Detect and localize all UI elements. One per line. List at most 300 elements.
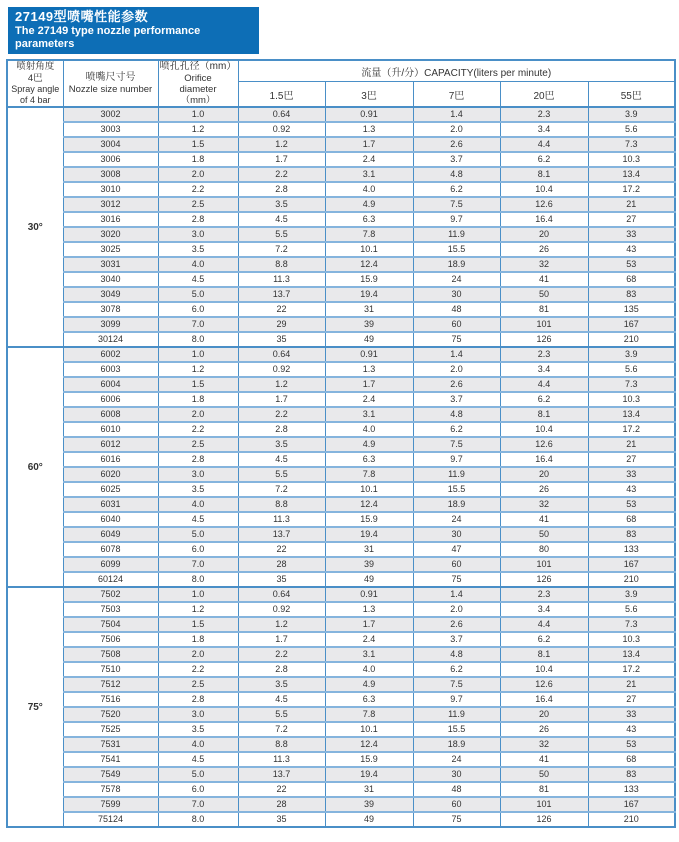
orifice-cell: 1.0 xyxy=(158,347,238,362)
capacity-cell-55bar: 5.6 xyxy=(588,602,675,617)
capacity-cell-55bar: 3.9 xyxy=(588,347,675,362)
capacity-cell-7bar: 15.5 xyxy=(413,242,500,257)
capacity-cell-1-5bar: 13.7 xyxy=(238,527,325,542)
capacity-cell-20bar: 41 xyxy=(500,752,588,767)
table-row xyxy=(7,542,675,557)
header-nozzle-size xyxy=(63,60,158,107)
capacity-cell-7bar: 48 xyxy=(413,302,500,317)
capacity-cell-20bar: 3.4 xyxy=(500,122,588,137)
capacity-cell-3bar: 1.7 xyxy=(325,377,413,392)
nozzle-size-cell: 6049 xyxy=(63,527,158,542)
capacity-cell-55bar: 17.2 xyxy=(588,182,675,197)
capacity-cell-7bar: 7.5 xyxy=(413,677,500,692)
nozzle-size-cell: 3002 xyxy=(63,107,158,122)
capacity-cell-7bar: 4.8 xyxy=(413,407,500,422)
capacity-cell-3bar: 0.91 xyxy=(325,107,413,122)
capacity-cell-55bar: 13.4 xyxy=(588,407,675,422)
capacity-cell-1-5bar: 2.8 xyxy=(238,422,325,437)
capacity-cell-3bar: 31 xyxy=(325,302,413,317)
nozzle-size-cell: 3003 xyxy=(63,122,158,137)
capacity-cell-20bar: 12.6 xyxy=(500,197,588,212)
capacity-cell-1-5bar: 7.2 xyxy=(238,242,325,257)
capacity-cell-20bar: 20 xyxy=(500,227,588,242)
nozzle-size-cell: 6010 xyxy=(63,422,158,437)
spray-angle-cell: 60° xyxy=(7,347,63,587)
capacity-cell-1-5bar: 7.2 xyxy=(238,722,325,737)
nozzle-size-cell: 3008 xyxy=(63,167,158,182)
orifice-cell: 5.0 xyxy=(158,287,238,302)
header-spray-angle-en-2: of 4 bar xyxy=(19,95,51,106)
capacity-cell-20bar: 2.3 xyxy=(500,587,588,602)
capacity-cell-20bar: 50 xyxy=(500,287,588,302)
table-row xyxy=(7,512,675,527)
capacity-cell-20bar: 8.1 xyxy=(500,647,588,662)
capacity-cell-1-5bar: 4.5 xyxy=(238,212,325,227)
nozzle-size-cell: 3012 xyxy=(63,197,158,212)
capacity-cell-3bar: 10.1 xyxy=(325,722,413,737)
capacity-cell-55bar: 33 xyxy=(588,227,675,242)
capacity-cell-3bar: 0.91 xyxy=(325,347,413,362)
capacity-cell-55bar: 3.9 xyxy=(588,107,675,122)
capacity-cell-1-5bar: 22 xyxy=(238,542,325,557)
orifice-cell: 7.0 xyxy=(158,797,238,812)
capacity-cell-3bar: 0.91 xyxy=(325,587,413,602)
capacity-cell-55bar: 10.3 xyxy=(588,392,675,407)
orifice-cell: 3.0 xyxy=(158,707,238,722)
orifice-cell: 8.0 xyxy=(158,812,238,827)
capacity-cell-20bar: 126 xyxy=(500,572,588,587)
header-pressure-4: 55巴 xyxy=(588,82,675,108)
capacity-cell-7bar: 1.4 xyxy=(413,107,500,122)
nozzle-size-cell: 7512 xyxy=(63,677,158,692)
capacity-cell-7bar: 18.9 xyxy=(413,737,500,752)
table-row xyxy=(7,407,675,422)
nozzle-size-cell: 3078 xyxy=(63,302,158,317)
capacity-cell-20bar: 16.4 xyxy=(500,212,588,227)
capacity-cell-3bar: 3.1 xyxy=(325,647,413,662)
table-row xyxy=(7,572,675,587)
capacity-cell-20bar: 81 xyxy=(500,302,588,317)
capacity-cell-1-5bar: 1.7 xyxy=(238,152,325,167)
capacity-cell-7bar: 2.0 xyxy=(413,362,500,377)
capacity-cell-1-5bar: 2.8 xyxy=(238,182,325,197)
capacity-cell-1-5bar: 0.92 xyxy=(238,602,325,617)
orifice-cell: 1.5 xyxy=(158,617,238,632)
nozzle-size-cell: 7510 xyxy=(63,662,158,677)
header-capacity: 流量（升/分）CAPACITY(liters per minute) xyxy=(238,60,675,81)
capacity-cell-1-5bar: 0.64 xyxy=(238,347,325,362)
capacity-cell-3bar: 3.1 xyxy=(325,407,413,422)
capacity-cell-7bar: 60 xyxy=(413,317,500,332)
capacity-cell-20bar: 10.4 xyxy=(500,422,588,437)
capacity-cell-1-5bar: 8.8 xyxy=(238,497,325,512)
capacity-cell-55bar: 53 xyxy=(588,497,675,512)
nozzle-size-cell: 6002 xyxy=(63,347,158,362)
capacity-cell-20bar: 26 xyxy=(500,242,588,257)
capacity-cell-20bar: 16.4 xyxy=(500,692,588,707)
capacity-cell-3bar: 6.3 xyxy=(325,452,413,467)
nozzle-size-cell: 7578 xyxy=(63,782,158,797)
capacity-cell-1-5bar: 4.5 xyxy=(238,452,325,467)
capacity-cell-1-5bar: 22 xyxy=(238,782,325,797)
capacity-cell-1-5bar: 29 xyxy=(238,317,325,332)
nozzle-size-cell: 6031 xyxy=(63,497,158,512)
orifice-cell: 1.2 xyxy=(158,602,238,617)
capacity-cell-1-5bar: 11.3 xyxy=(238,272,325,287)
table-row xyxy=(7,392,675,407)
capacity-cell-7bar: 60 xyxy=(413,557,500,572)
capacity-cell-3bar: 10.1 xyxy=(325,242,413,257)
nozzle-size-cell: 7599 xyxy=(63,797,158,812)
table-row xyxy=(7,257,675,272)
capacity-cell-55bar: 43 xyxy=(588,242,675,257)
capacity-cell-7bar: 15.5 xyxy=(413,482,500,497)
orifice-cell: 2.0 xyxy=(158,167,238,182)
nozzle-size-cell: 7506 xyxy=(63,632,158,647)
capacity-cell-55bar: 83 xyxy=(588,527,675,542)
capacity-cell-20bar: 50 xyxy=(500,767,588,782)
capacity-cell-7bar: 11.9 xyxy=(413,707,500,722)
table-body xyxy=(7,107,675,827)
capacity-cell-55bar: 68 xyxy=(588,512,675,527)
table-row xyxy=(7,122,675,137)
capacity-cell-55bar: 7.3 xyxy=(588,617,675,632)
capacity-cell-1-5bar: 1.7 xyxy=(238,632,325,647)
table-row xyxy=(7,632,675,647)
capacity-cell-55bar: 43 xyxy=(588,722,675,737)
table-row xyxy=(7,782,675,797)
capacity-cell-7bar: 6.2 xyxy=(413,662,500,677)
capacity-cell-1-5bar: 3.5 xyxy=(238,677,325,692)
capacity-cell-3bar: 10.1 xyxy=(325,482,413,497)
capacity-cell-1-5bar: 7.2 xyxy=(238,482,325,497)
capacity-cell-7bar: 4.8 xyxy=(413,647,500,662)
header-nozzle-size-en: Nozzle size number xyxy=(68,83,153,95)
capacity-cell-1-5bar: 35 xyxy=(238,812,325,827)
capacity-cell-7bar: 6.2 xyxy=(413,182,500,197)
capacity-cell-3bar: 15.9 xyxy=(325,752,413,767)
header-pressure-1: 3巴 xyxy=(325,82,413,108)
capacity-cell-1-5bar: 0.92 xyxy=(238,362,325,377)
capacity-cell-20bar: 6.2 xyxy=(500,632,588,647)
capacity-cell-3bar: 1.3 xyxy=(325,122,413,137)
nozzle-size-cell: 3031 xyxy=(63,257,158,272)
capacity-cell-20bar: 32 xyxy=(500,497,588,512)
capacity-cell-1-5bar: 2.2 xyxy=(238,647,325,662)
capacity-cell-3bar: 4.9 xyxy=(325,677,413,692)
capacity-cell-7bar: 4.8 xyxy=(413,167,500,182)
nozzle-size-cell: 6003 xyxy=(63,362,158,377)
capacity-cell-20bar: 4.4 xyxy=(500,137,588,152)
capacity-cell-1-5bar: 22 xyxy=(238,302,325,317)
capacity-cell-55bar: 21 xyxy=(588,197,675,212)
capacity-cell-1-5bar: 1.7 xyxy=(238,392,325,407)
orifice-cell: 1.0 xyxy=(158,107,238,122)
capacity-cell-1-5bar: 28 xyxy=(238,797,325,812)
orifice-cell: 1.2 xyxy=(158,362,238,377)
table-row xyxy=(7,332,675,347)
capacity-cell-7bar: 3.7 xyxy=(413,632,500,647)
capacity-cell-20bar: 16.4 xyxy=(500,452,588,467)
capacity-cell-3bar: 39 xyxy=(325,797,413,812)
table-row xyxy=(7,662,675,677)
orifice-cell: 5.0 xyxy=(158,767,238,782)
table-row xyxy=(7,692,675,707)
capacity-cell-7bar: 6.2 xyxy=(413,422,500,437)
orifice-cell: 2.2 xyxy=(158,422,238,437)
capacity-cell-55bar: 10.3 xyxy=(588,152,675,167)
capacity-cell-1-5bar: 5.5 xyxy=(238,467,325,482)
header-spray-angle-en-1: Spray angle xyxy=(11,84,60,95)
capacity-cell-1-5bar: 2.2 xyxy=(238,167,325,182)
capacity-cell-55bar: 33 xyxy=(588,467,675,482)
capacity-cell-3bar: 4.9 xyxy=(325,437,413,452)
nozzle-size-cell: 7520 xyxy=(63,707,158,722)
capacity-cell-55bar: 7.3 xyxy=(588,377,675,392)
nozzle-size-cell: 75124 xyxy=(63,812,158,827)
table-row xyxy=(7,107,675,122)
page-title-zh: 27149型喷嘴性能参数 xyxy=(15,9,149,24)
table-header xyxy=(7,60,675,107)
capacity-cell-3bar: 1.3 xyxy=(325,602,413,617)
table-row xyxy=(7,737,675,752)
nozzle-size-cell: 6040 xyxy=(63,512,158,527)
orifice-cell: 6.0 xyxy=(158,782,238,797)
capacity-cell-55bar: 210 xyxy=(588,332,675,347)
orifice-cell: 2.5 xyxy=(158,197,238,212)
capacity-cell-55bar: 210 xyxy=(588,812,675,827)
capacity-cell-7bar: 75 xyxy=(413,572,500,587)
orifice-cell: 1.5 xyxy=(158,137,238,152)
table-row xyxy=(7,647,675,662)
capacity-cell-7bar: 30 xyxy=(413,287,500,302)
capacity-cell-55bar: 3.9 xyxy=(588,587,675,602)
table-row xyxy=(7,377,675,392)
orifice-cell: 6.0 xyxy=(158,542,238,557)
orifice-cell: 3.5 xyxy=(158,242,238,257)
table-row xyxy=(7,707,675,722)
capacity-cell-55bar: 83 xyxy=(588,767,675,782)
table-row xyxy=(7,482,675,497)
capacity-cell-7bar: 24 xyxy=(413,752,500,767)
capacity-cell-7bar: 48 xyxy=(413,782,500,797)
nozzle-size-cell: 3040 xyxy=(63,272,158,287)
capacity-cell-20bar: 12.6 xyxy=(500,677,588,692)
capacity-cell-20bar: 6.2 xyxy=(500,152,588,167)
nozzle-size-cell: 3025 xyxy=(63,242,158,257)
table-row xyxy=(7,617,675,632)
capacity-cell-20bar: 41 xyxy=(500,512,588,527)
table-row xyxy=(7,272,675,287)
table-row xyxy=(7,557,675,572)
header-pressure-2: 7巴 xyxy=(413,82,500,108)
header-pressure-0: 1.5巴 xyxy=(238,82,325,108)
orifice-cell: 8.0 xyxy=(158,572,238,587)
capacity-cell-3bar: 6.3 xyxy=(325,212,413,227)
capacity-cell-20bar: 8.1 xyxy=(500,407,588,422)
capacity-cell-7bar: 60 xyxy=(413,797,500,812)
capacity-cell-20bar: 4.4 xyxy=(500,617,588,632)
capacity-cell-7bar: 15.5 xyxy=(413,722,500,737)
nozzle-size-cell: 3016 xyxy=(63,212,158,227)
capacity-cell-1-5bar: 3.5 xyxy=(238,197,325,212)
table-row xyxy=(7,812,675,827)
capacity-cell-3bar: 39 xyxy=(325,317,413,332)
capacity-cell-7bar: 75 xyxy=(413,332,500,347)
nozzle-size-cell: 7504 xyxy=(63,617,158,632)
capacity-cell-20bar: 126 xyxy=(500,812,588,827)
capacity-cell-3bar: 31 xyxy=(325,542,413,557)
page-title xyxy=(8,7,259,54)
capacity-cell-3bar: 19.4 xyxy=(325,767,413,782)
capacity-cell-1-5bar: 1.2 xyxy=(238,617,325,632)
spray-angle-cell: 30° xyxy=(7,107,63,347)
capacity-cell-7bar: 24 xyxy=(413,512,500,527)
capacity-cell-3bar: 12.4 xyxy=(325,257,413,272)
header-orifice-en-3: （mm） xyxy=(180,94,216,106)
capacity-cell-7bar: 18.9 xyxy=(413,497,500,512)
capacity-cell-1-5bar: 4.5 xyxy=(238,692,325,707)
orifice-cell: 1.5 xyxy=(158,377,238,392)
nozzle-size-cell: 3099 xyxy=(63,317,158,332)
page-title-en: The 27149 type nozzle performance parameters xyxy=(15,24,201,50)
capacity-cell-3bar: 4.0 xyxy=(325,422,413,437)
capacity-cell-20bar: 3.4 xyxy=(500,602,588,617)
capacity-cell-7bar: 1.4 xyxy=(413,347,500,362)
capacity-cell-55bar: 7.3 xyxy=(588,137,675,152)
capacity-cell-20bar: 32 xyxy=(500,737,588,752)
orifice-cell: 1.8 xyxy=(158,632,238,647)
table-row xyxy=(7,137,675,152)
capacity-cell-20bar: 6.2 xyxy=(500,392,588,407)
capacity-cell-1-5bar: 8.8 xyxy=(238,257,325,272)
table-row xyxy=(7,602,675,617)
orifice-cell: 2.0 xyxy=(158,647,238,662)
orifice-cell: 1.8 xyxy=(158,152,238,167)
capacity-cell-1-5bar: 1.2 xyxy=(238,377,325,392)
table-row xyxy=(7,587,675,602)
nozzle-size-cell: 6016 xyxy=(63,452,158,467)
header-spray-angle xyxy=(7,60,63,107)
capacity-cell-55bar: 13.4 xyxy=(588,647,675,662)
nozzle-size-cell: 6004 xyxy=(63,377,158,392)
nozzle-size-cell: 7516 xyxy=(63,692,158,707)
capacity-cell-3bar: 7.8 xyxy=(325,227,413,242)
capacity-cell-3bar: 2.4 xyxy=(325,392,413,407)
capacity-cell-7bar: 3.7 xyxy=(413,392,500,407)
orifice-cell: 1.2 xyxy=(158,122,238,137)
header-spray-angle-zh-1: 喷射角度 xyxy=(16,61,55,73)
capacity-cell-7bar: 7.5 xyxy=(413,197,500,212)
capacity-cell-20bar: 26 xyxy=(500,722,588,737)
orifice-cell: 2.8 xyxy=(158,692,238,707)
orifice-cell: 4.5 xyxy=(158,512,238,527)
capacity-cell-1-5bar: 5.5 xyxy=(238,227,325,242)
capacity-cell-20bar: 26 xyxy=(500,482,588,497)
header-orifice-diameter xyxy=(158,60,238,107)
capacity-cell-20bar: 80 xyxy=(500,542,588,557)
capacity-cell-55bar: 17.2 xyxy=(588,422,675,437)
orifice-cell: 3.5 xyxy=(158,482,238,497)
capacity-cell-7bar: 2.6 xyxy=(413,377,500,392)
capacity-cell-1-5bar: 11.3 xyxy=(238,512,325,527)
capacity-cell-20bar: 50 xyxy=(500,527,588,542)
capacity-cell-55bar: 5.6 xyxy=(588,362,675,377)
nozzle-size-cell: 7503 xyxy=(63,602,158,617)
table-row xyxy=(7,347,675,362)
nozzle-performance-table xyxy=(6,59,676,828)
header-orifice-en-1: Orifice xyxy=(184,72,212,84)
table-row xyxy=(7,722,675,737)
nozzle-size-cell: 3020 xyxy=(63,227,158,242)
capacity-cell-55bar: 27 xyxy=(588,452,675,467)
header-row-top xyxy=(7,60,675,81)
capacity-cell-55bar: 167 xyxy=(588,557,675,572)
table-row xyxy=(7,677,675,692)
orifice-cell: 4.0 xyxy=(158,257,238,272)
capacity-cell-3bar: 1.3 xyxy=(325,362,413,377)
capacity-cell-20bar: 20 xyxy=(500,707,588,722)
capacity-cell-3bar: 1.7 xyxy=(325,137,413,152)
nozzle-size-cell: 6020 xyxy=(63,467,158,482)
capacity-cell-7bar: 9.7 xyxy=(413,452,500,467)
capacity-cell-7bar: 30 xyxy=(413,767,500,782)
nozzle-size-cell: 6006 xyxy=(63,392,158,407)
capacity-cell-20bar: 10.4 xyxy=(500,662,588,677)
capacity-cell-55bar: 53 xyxy=(588,737,675,752)
capacity-cell-20bar: 41 xyxy=(500,272,588,287)
orifice-cell: 1.8 xyxy=(158,392,238,407)
capacity-cell-1-5bar: 8.8 xyxy=(238,737,325,752)
table-row xyxy=(7,362,675,377)
orifice-cell: 2.0 xyxy=(158,407,238,422)
capacity-cell-3bar: 7.8 xyxy=(325,467,413,482)
capacity-cell-3bar: 3.1 xyxy=(325,167,413,182)
capacity-cell-3bar: 2.4 xyxy=(325,632,413,647)
capacity-cell-1-5bar: 13.7 xyxy=(238,287,325,302)
table-row xyxy=(7,212,675,227)
capacity-cell-55bar: 10.3 xyxy=(588,632,675,647)
nozzle-size-cell: 6099 xyxy=(63,557,158,572)
capacity-cell-3bar: 39 xyxy=(325,557,413,572)
capacity-cell-55bar: 83 xyxy=(588,287,675,302)
table-row xyxy=(7,527,675,542)
capacity-cell-20bar: 4.4 xyxy=(500,377,588,392)
table-row xyxy=(7,287,675,302)
capacity-cell-20bar: 12.6 xyxy=(500,437,588,452)
nozzle-size-cell: 7531 xyxy=(63,737,158,752)
capacity-cell-55bar: 135 xyxy=(588,302,675,317)
capacity-cell-20bar: 81 xyxy=(500,782,588,797)
nozzle-size-cell: 30124 xyxy=(63,332,158,347)
capacity-cell-3bar: 15.9 xyxy=(325,512,413,527)
capacity-cell-55bar: 53 xyxy=(588,257,675,272)
orifice-cell: 7.0 xyxy=(158,317,238,332)
header-orifice-en-2: diameter xyxy=(179,83,217,95)
capacity-cell-7bar: 2.6 xyxy=(413,617,500,632)
capacity-cell-1-5bar: 5.5 xyxy=(238,707,325,722)
capacity-cell-20bar: 101 xyxy=(500,797,588,812)
capacity-cell-7bar: 18.9 xyxy=(413,257,500,272)
capacity-cell-55bar: 68 xyxy=(588,272,675,287)
header-spray-angle-zh-2: 4巴 xyxy=(27,72,43,84)
nozzle-size-cell: 6008 xyxy=(63,407,158,422)
capacity-cell-55bar: 68 xyxy=(588,752,675,767)
nozzle-size-cell: 3049 xyxy=(63,287,158,302)
orifice-cell: 3.0 xyxy=(158,467,238,482)
capacity-cell-55bar: 27 xyxy=(588,212,675,227)
capacity-cell-55bar: 133 xyxy=(588,542,675,557)
